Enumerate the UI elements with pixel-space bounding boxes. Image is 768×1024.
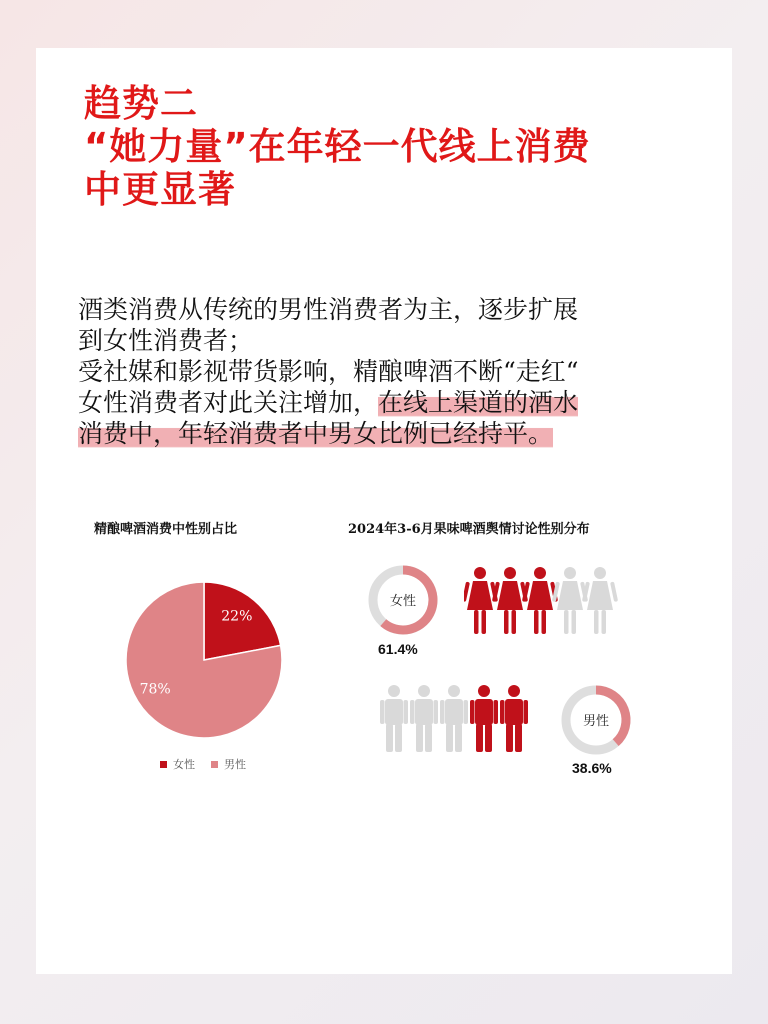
legend-female-swatch	[160, 761, 167, 768]
female-ring-gauge	[363, 560, 443, 640]
icon-chart-title: 2024年3-6月果味啤酒舆情讨论性别分布	[348, 522, 590, 537]
male-person-icon	[410, 685, 438, 752]
content-card	[36, 48, 732, 974]
pie-chart-title: 精酿啤酒消费中性别占比	[94, 522, 238, 537]
body-line-3: 受社媒和影视带货影响，精酿啤酒不断“走红“	[78, 357, 579, 386]
female-percentage: 61.4%	[378, 641, 418, 657]
body-paragraph	[78, 294, 698, 449]
body-line-5-highlight: 消费中，年轻消费者中男女比例已经持平。	[78, 419, 554, 448]
title-line-1: 趋势二	[84, 82, 198, 125]
pie-chart	[104, 560, 304, 760]
male-percentage: 38.6%	[572, 760, 612, 776]
legend-female	[160, 756, 195, 772]
body-line-4a: 女性消费者对此关注增加，	[78, 388, 379, 417]
body-line-1: 酒类消费从传统的男性消费者为主，逐步扩展	[78, 295, 579, 324]
body-line-4	[78, 387, 698, 418]
legend-male	[211, 756, 246, 772]
male-person-icon	[500, 685, 528, 752]
male-person-icon	[440, 685, 468, 752]
male-person-icon	[470, 685, 498, 752]
body-line-5	[78, 418, 698, 449]
pie-label-female: 22%	[221, 608, 253, 625]
female-people-row	[464, 566, 624, 638]
male-ring-gauge	[556, 680, 636, 760]
legend-male-label: 男性	[224, 758, 246, 771]
female-ring-label: 女性	[389, 594, 417, 609]
male-person-icon	[380, 685, 408, 752]
title-line-3: 中更显著	[84, 168, 236, 211]
pie-legend	[160, 756, 246, 772]
male-people-row	[378, 684, 538, 756]
male-ring-label: 男性	[582, 714, 610, 729]
legend-male-swatch	[211, 761, 218, 768]
body-line-4b-highlight: 在线上渠道的酒水	[378, 388, 579, 417]
body-line-2: 到女性消费者；	[78, 326, 254, 355]
page-title	[84, 82, 591, 211]
pie-label-male: 78%	[139, 681, 171, 698]
legend-female-label: 女性	[173, 758, 195, 771]
title-line-2: “她力量”在年轻一代线上消费	[84, 125, 591, 168]
